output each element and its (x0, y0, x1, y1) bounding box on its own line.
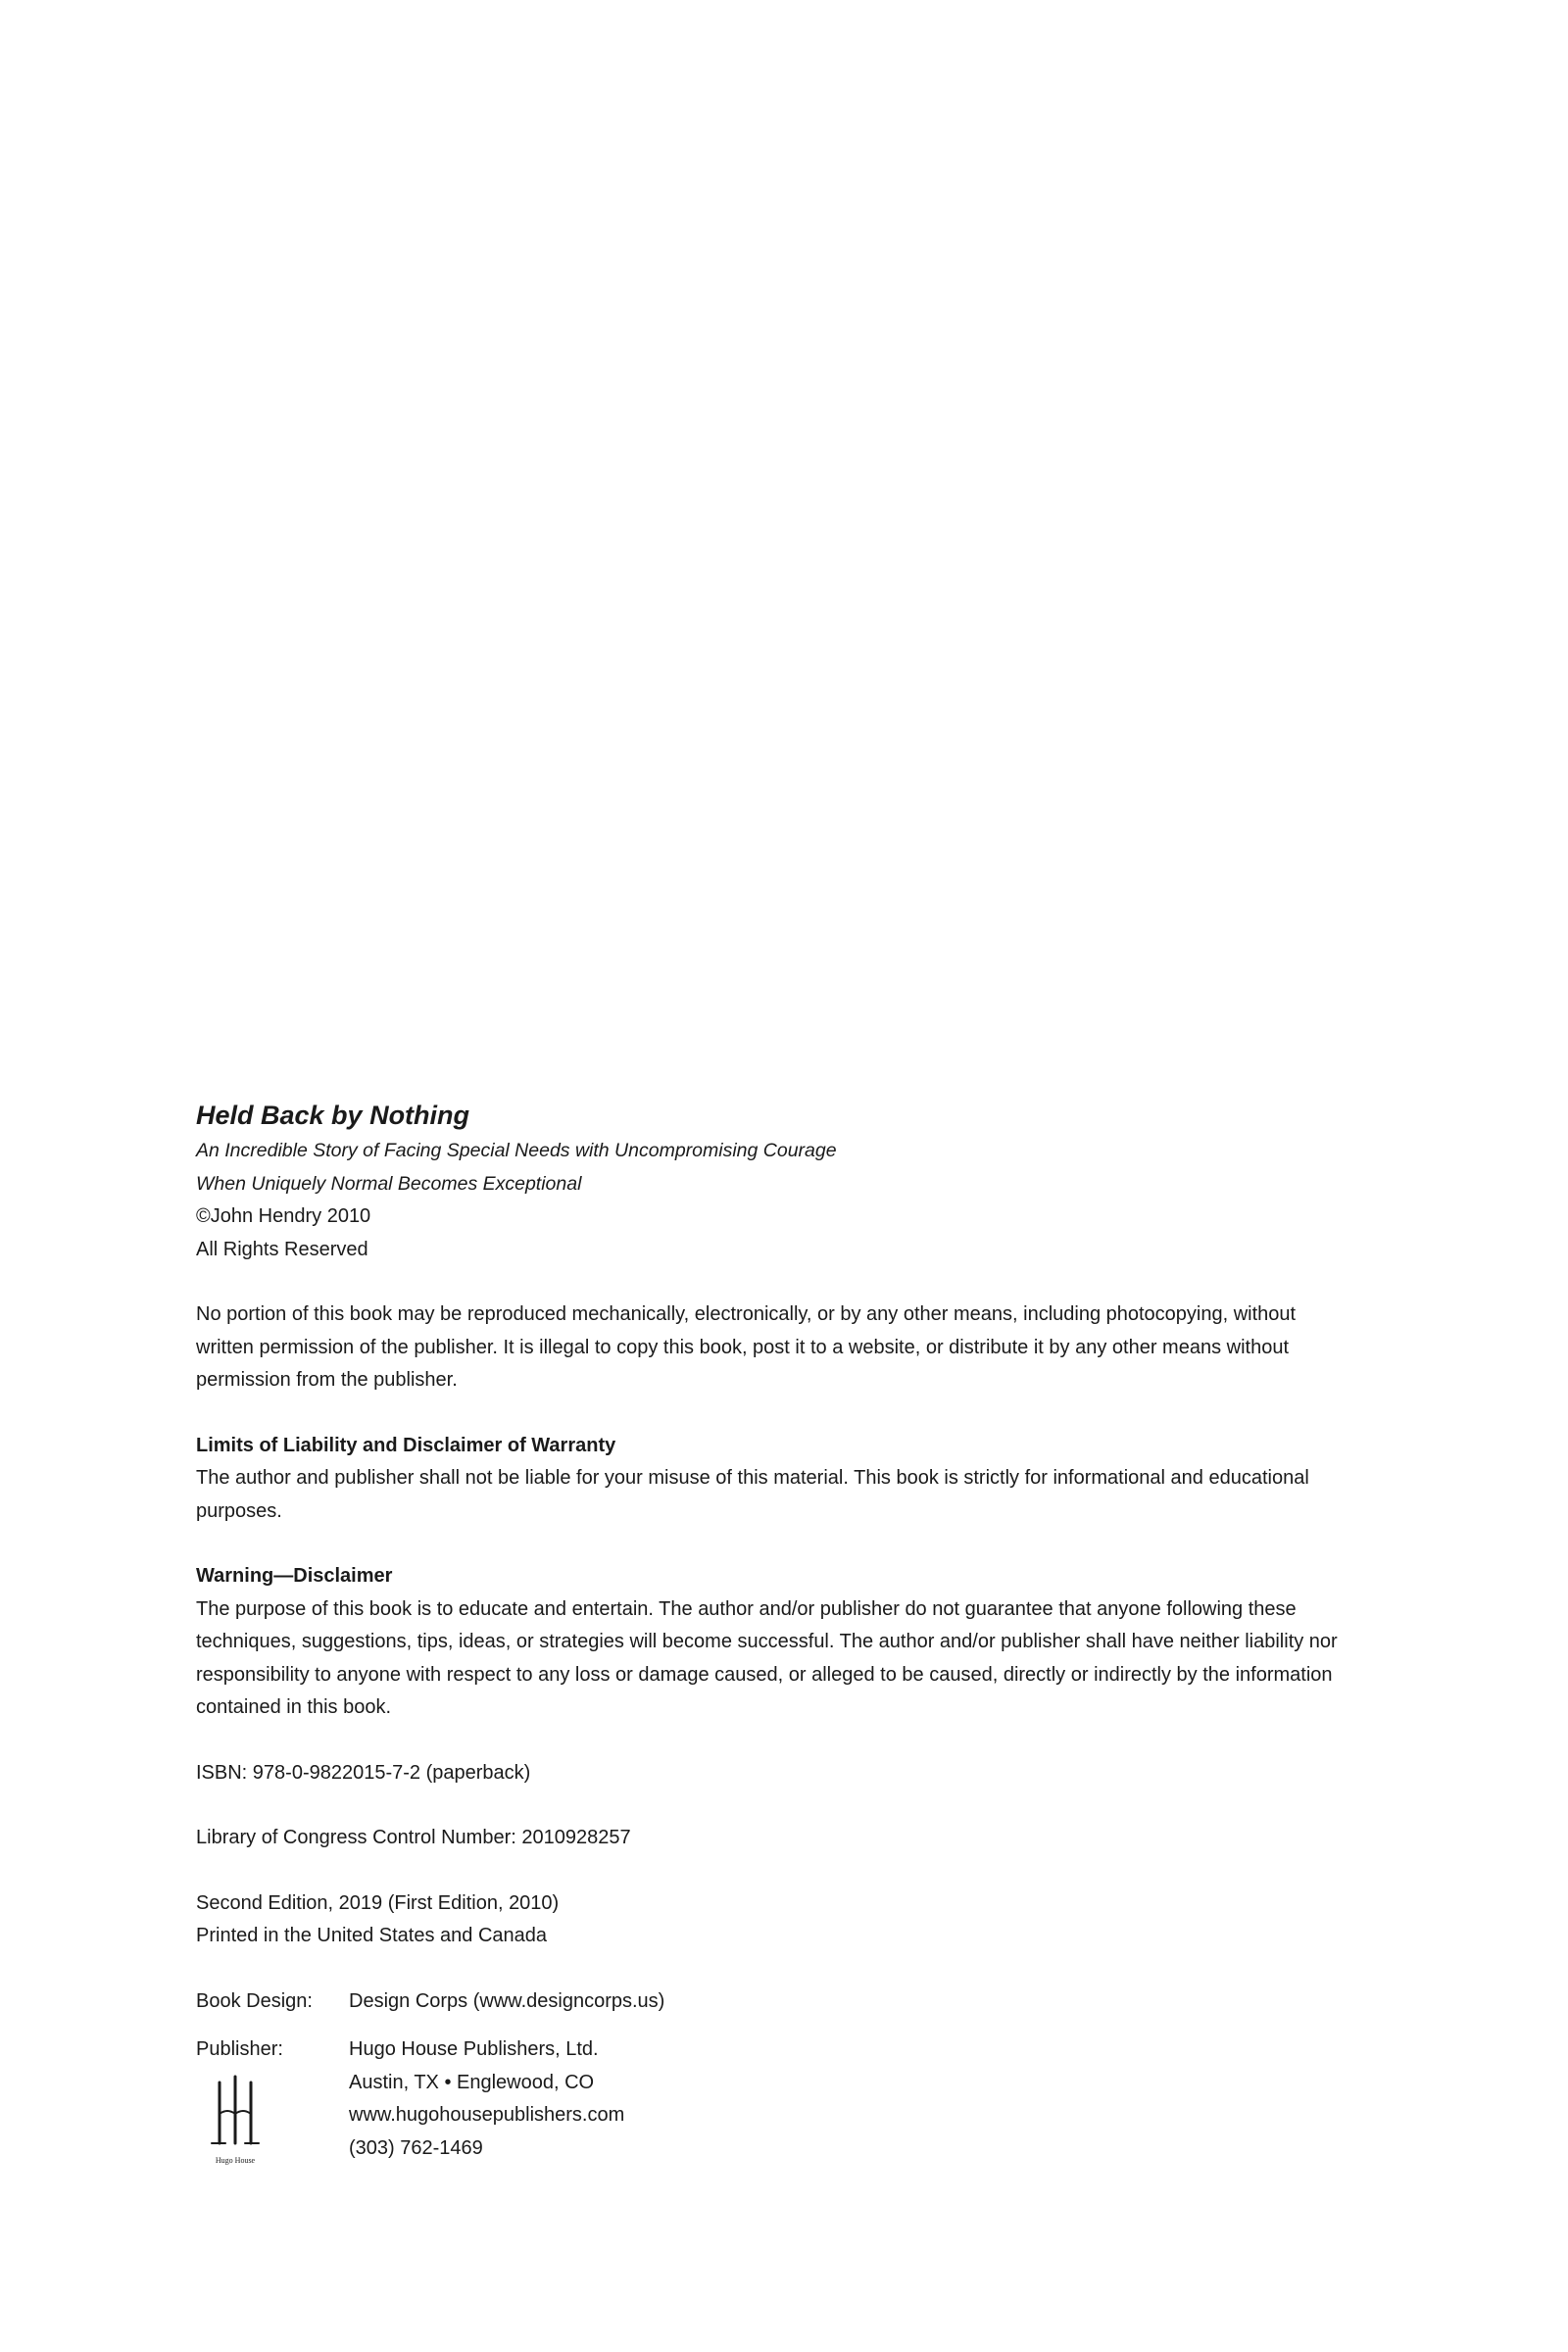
publisher-location: Austin, TX • Englewood, CO (349, 2071, 595, 2093)
book-title: Held Back by Nothing (196, 1101, 470, 1130)
copyright-line: ©John Hendry 2010 (196, 1205, 371, 1227)
edition-line: Second Edition, 2019 (First Edition, 2010) (196, 1891, 560, 1914)
warning-text: The purpose of this book is to educate and entertain. The author and/or publisher do not guarantee that anyone following these techniques, suggestions, tips, ideas, or strategies will become successful. The author and/or publisher shall have neither liability nor responsibility to anyone with respect to any loss or damage caused, or alleged to be caused, directly or indirectly by the information contained in this book. (196, 1597, 1338, 1718)
liability-heading: Limits of Liability and Disclaimer of Warranty (196, 1434, 616, 1456)
book-subtitle-line1: An Incredible Story of Facing Special Needs with Uncompromising Courage (196, 1140, 837, 1161)
publisher-phone: (303) 762-1469 (349, 2136, 483, 2159)
book-design-value: Design Corps (www.designcorps.us) (349, 1989, 665, 2012)
book-design-label: Book Design: (196, 1989, 313, 2012)
book-design-credit (196, 1985, 1352, 2019)
rights-line: All Rights Reserved (196, 1238, 368, 1260)
copyright-page (196, 1096, 1352, 2171)
book-subtitle-line2: When Uniquely Normal Becomes Exceptional (196, 1172, 582, 1195)
publisher-website: www.hugohousepublishers.com (349, 2104, 625, 2126)
hugo-house-logo-icon (206, 2073, 265, 2171)
publisher-label: Publisher: (196, 2038, 283, 2060)
reproduction-notice: No portion of this book may be reproduced mechanically, electronically, or by any other means, including photocopying, without written permission of the publisher. It is illegal to copy this book, post it to a website, or distribute it by any other means without permission from the publisher. (196, 1303, 1297, 1391)
svg-text:Hugo House: Hugo House (215, 2155, 256, 2165)
loc-control-number: Library of Congress Control Number: 2010928257 (196, 1827, 631, 1848)
printed-in-line: Printed in the United States and Canada (196, 1925, 548, 1946)
isbn-line: ISBN: 978-0-9822015-7-2 (paperback) (196, 1761, 531, 1784)
publisher-credit (196, 2034, 1352, 2171)
liability-text: The author and publisher shall not be liable for your misuse of this material. This book is strictly for informational and educational purposes. (196, 1467, 1309, 1522)
publisher-name: Hugo House Publishers, Ltd. (349, 2038, 599, 2060)
warning-heading: Warning—Disclaimer (196, 1565, 393, 1587)
